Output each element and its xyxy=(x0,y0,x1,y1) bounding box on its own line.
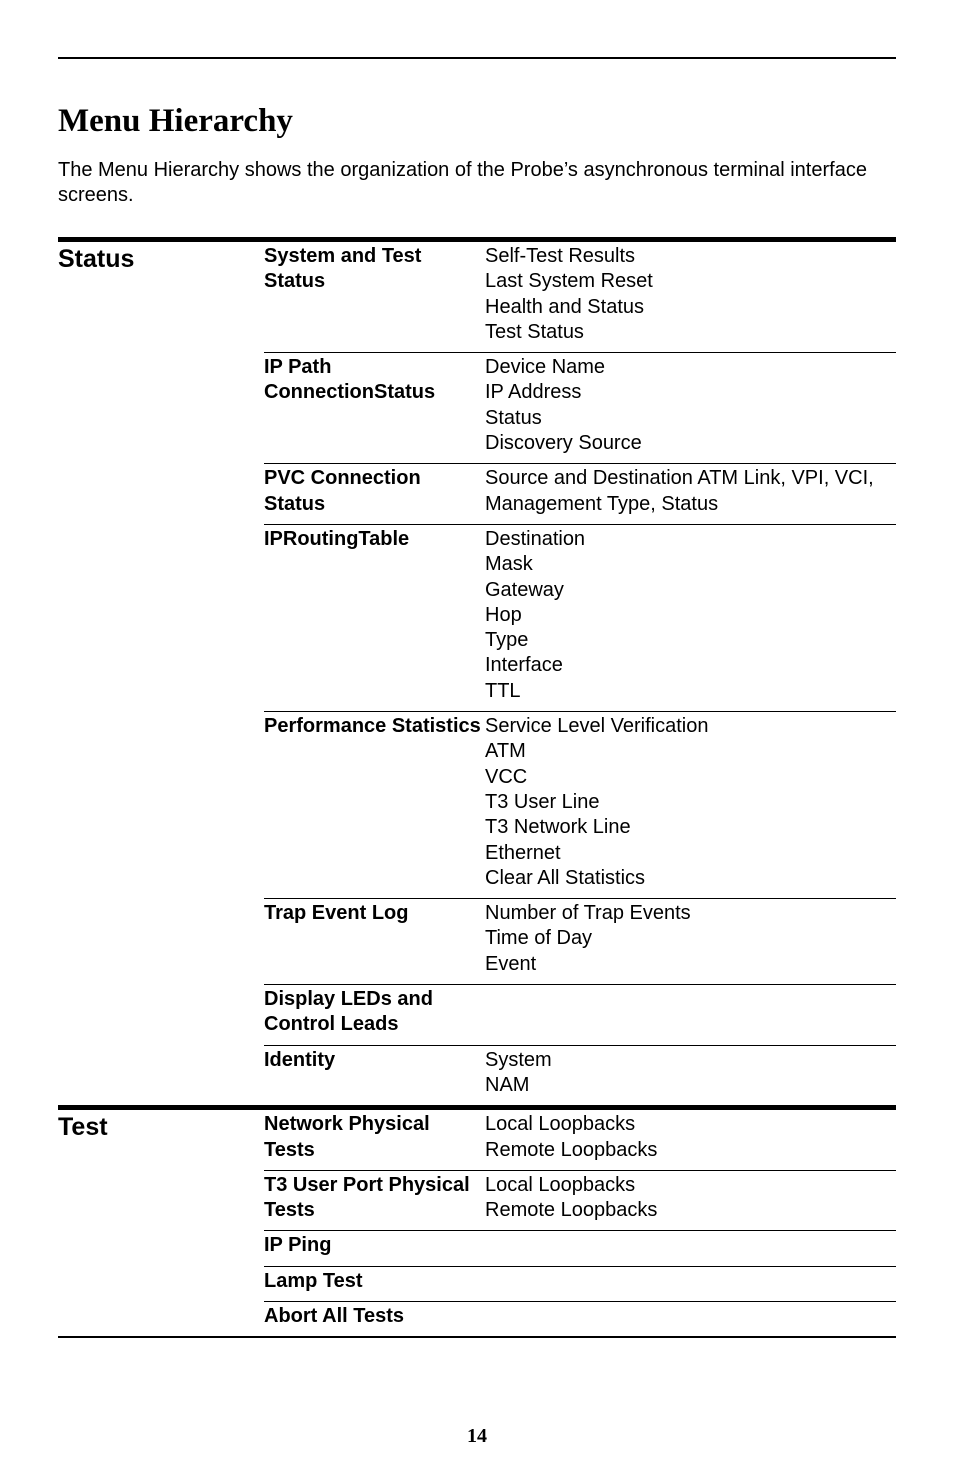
menu-item: Time of Day xyxy=(485,927,593,950)
menu-label: Abort All Tests xyxy=(264,1304,405,1327)
menu-item: Service Level Verification xyxy=(485,715,709,738)
menu-item: NAM xyxy=(485,1073,530,1096)
menu-label: System and Test Status xyxy=(264,245,422,293)
menu-item: Destination xyxy=(485,527,586,550)
menu-item: Gateway xyxy=(485,578,564,601)
menu-items xyxy=(485,1112,896,1163)
menu-row xyxy=(264,1110,896,1170)
menu-item: Test Status xyxy=(485,320,584,343)
menu-item: Discovery Source xyxy=(485,432,642,455)
menu-item: Self-Test Results xyxy=(485,245,636,267)
menu-items xyxy=(485,355,896,456)
menu-label: IPRoutingTable xyxy=(264,527,410,550)
menu-item: Local Loopbacks xyxy=(485,1113,636,1136)
menu-label: Performance Statistics xyxy=(264,715,481,738)
menu-label: Identity xyxy=(264,1048,336,1071)
menu-row xyxy=(264,1266,896,1301)
menu-label: Network Physical Tests xyxy=(264,1113,430,1161)
menu-item: Status xyxy=(485,406,542,429)
menu-item: Source and Destination ATM Link, VPI, VCI, Management Type, Status xyxy=(485,467,874,515)
menu-item: Type xyxy=(485,629,529,652)
menu-label: IP Path ConnectionStatus xyxy=(264,356,436,404)
menu-item: Clear All Statistics xyxy=(485,866,646,889)
menu-row xyxy=(264,524,896,711)
menu-items xyxy=(485,1304,896,1329)
menu-item: Last System Reset xyxy=(485,270,653,293)
bottom-rule xyxy=(58,1336,896,1338)
intro-paragraph: The Menu Hierarchy shows the organization of the Probe’s asynchronous terminal interface screens. xyxy=(58,159,867,206)
section-test xyxy=(58,1105,896,1336)
menu-row xyxy=(264,463,896,524)
section-label: Status xyxy=(58,245,135,273)
menu-row xyxy=(264,1045,896,1106)
menu-items xyxy=(485,466,896,517)
menu-item: Hop xyxy=(485,603,522,626)
menu-items xyxy=(485,1173,896,1224)
menu-item: Remote Loopbacks xyxy=(485,1199,658,1222)
menu-item: Event xyxy=(485,952,537,975)
menu-item: Mask xyxy=(485,553,533,576)
menu-item: Local Loopbacks xyxy=(485,1173,636,1196)
menu-items xyxy=(485,1048,896,1099)
menu-item: System xyxy=(485,1048,552,1071)
menu-label: T3 User Port Physical Tests xyxy=(264,1173,470,1222)
menu-row xyxy=(264,1301,896,1336)
menu-item: Health and Status xyxy=(485,295,644,318)
menu-item: ATM xyxy=(485,740,526,763)
menu-item: VCC xyxy=(485,765,528,788)
page-title: Menu Hierarchy xyxy=(58,103,293,139)
menu-row xyxy=(264,711,896,898)
menu-item: T3 Network Line xyxy=(485,816,631,839)
menu-row xyxy=(264,984,896,1045)
menu-item: Interface xyxy=(485,654,563,677)
menu-item: TTL xyxy=(485,679,521,702)
menu-row xyxy=(264,242,896,352)
menu-item: Device Name xyxy=(485,356,606,379)
menu-items xyxy=(485,901,896,977)
menu-item: Remote Loopbacks xyxy=(485,1138,658,1161)
menu-label: Lamp Test xyxy=(264,1269,363,1292)
menu-items xyxy=(485,1233,896,1258)
section-status xyxy=(58,237,896,1105)
menu-item: T3 User Line xyxy=(485,790,600,813)
section-label: Test xyxy=(58,1113,108,1142)
menu-row xyxy=(264,1170,896,1231)
menu-items xyxy=(485,1269,896,1294)
menu-item: Ethernet xyxy=(485,841,561,864)
menu-label: IP Ping xyxy=(264,1234,332,1257)
menu-items xyxy=(485,714,896,891)
menu-items xyxy=(485,244,896,345)
menu-hierarchy-table xyxy=(58,237,896,1338)
section-rows xyxy=(264,242,896,1105)
menu-items xyxy=(485,987,896,1038)
menu-item: Number of Trap Events xyxy=(485,902,691,925)
menu-row xyxy=(264,898,896,984)
menu-label: PVC Connection Status xyxy=(264,467,421,515)
section-rows xyxy=(264,1110,896,1336)
menu-label: Display LEDs and Control Leads xyxy=(264,988,433,1036)
menu-row xyxy=(264,352,896,463)
menu-items xyxy=(485,527,896,704)
menu-label: Trap Event Log xyxy=(264,902,409,925)
page-number: 14 xyxy=(467,1425,487,1447)
top-rule xyxy=(58,57,896,59)
menu-row xyxy=(264,1230,896,1265)
menu-item: IP Address xyxy=(485,381,582,404)
